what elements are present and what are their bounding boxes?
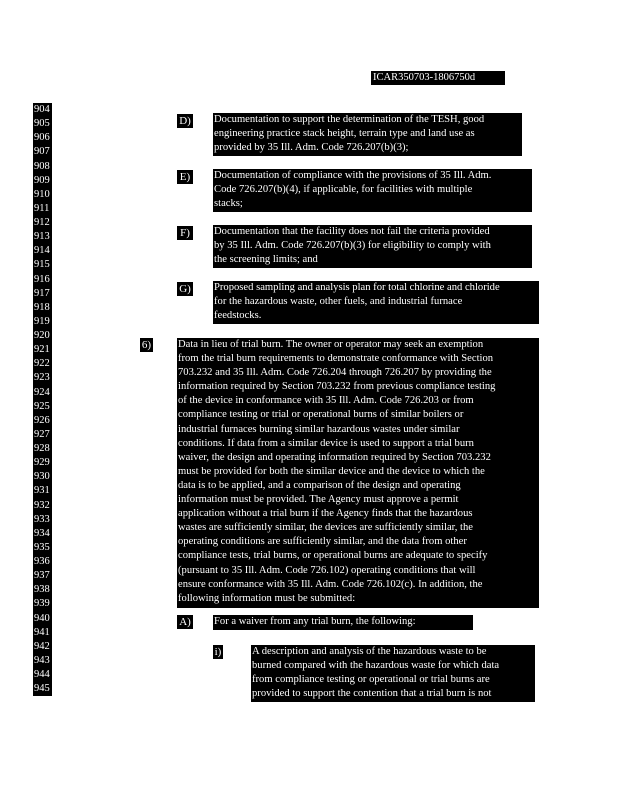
item-marker-6: 6)	[141, 339, 152, 351]
line-number: 914	[34, 245, 50, 257]
line-number: 911	[34, 202, 50, 214]
item-g-text	[213, 281, 539, 324]
line-number: 921	[34, 344, 50, 356]
text-line: information must be provided. The Agency must approve a permit	[178, 494, 459, 506]
item-e-text	[213, 169, 532, 212]
line-number: 905	[34, 118, 50, 130]
text-line: must be provided for both the similar device and the device to which the	[178, 465, 485, 477]
text-line: feedstocks.	[214, 310, 262, 322]
text-line: provided by 35 Ill. Adm. Code 726.207(b)(3);	[214, 142, 409, 154]
item-6-text	[177, 338, 539, 608]
item-marker-f: F)	[177, 226, 193, 240]
line-number: 930	[34, 471, 50, 483]
line-number: 937	[34, 570, 50, 582]
item-f-text	[213, 225, 532, 268]
line-number: 910	[34, 188, 50, 200]
line-number: 915	[34, 259, 50, 271]
text-line: compliance testing or trial or operational burns of similar boilers or	[178, 409, 464, 421]
text-line: stacks;	[214, 198, 243, 210]
text-line: waiver, the design and operating information required by Section 703.232	[178, 451, 491, 463]
text-line: A description and analysis of the hazardous waste to be	[252, 646, 487, 657]
text-line: Documentation that the facility does not fail the criteria provided	[214, 226, 490, 237]
item-d-text	[213, 113, 522, 156]
document-id-header: ICAR350703-1806750d	[371, 71, 505, 85]
text-line: engineering practice stack height, terrain type and land use as	[214, 128, 475, 140]
line-number: 945	[34, 683, 50, 695]
text-line: industrial furnaces burning similar hazardous wastes under similar	[178, 423, 460, 435]
item-marker-g: G)	[177, 282, 193, 296]
line-number: 929	[34, 457, 50, 469]
text-line: For a waiver from any trial burn, the following:	[214, 616, 416, 627]
line-number: 907	[34, 146, 50, 158]
line-number: 926	[34, 414, 50, 426]
line-number: 928	[34, 443, 50, 454]
line-number: 918	[34, 301, 50, 313]
line-number: 913	[34, 231, 50, 243]
text-line: ensure conformance with 35 Ill. Adm. Code 726.102(c). In addition, the	[178, 578, 483, 590]
line-number: 919	[34, 315, 50, 327]
text-line: Code 726.207(b)(4), if applicable, for facilities with multiple	[214, 184, 473, 196]
text-line: the screening limits; and	[214, 254, 318, 266]
text-line: Documentation to support the determination of the TESH, good	[214, 114, 485, 125]
item-marker-e: E)	[177, 170, 193, 184]
line-number: 920	[34, 330, 50, 341]
text-line: following information must be submitted:	[178, 592, 356, 604]
line-number-column	[33, 103, 52, 709]
line-number: 943	[34, 654, 50, 666]
text-line: operating conditions are sufficiently similar, and the data from other	[178, 536, 467, 548]
line-number: 942	[34, 640, 50, 652]
line-number: 931	[34, 485, 50, 497]
line-number: 935	[34, 541, 50, 553]
line-number: 912	[34, 217, 50, 228]
line-number: 923	[34, 372, 50, 384]
line-number: 944	[34, 669, 50, 680]
text-line: from compliance testing or operational or trial burns are	[252, 674, 490, 686]
text-line: of the device in conformance with 35 Ill. Adm. Code 726.203 or from	[178, 395, 474, 407]
line-number: 934	[34, 527, 50, 539]
item-marker-d: D)	[177, 114, 193, 128]
line-number: 941	[34, 626, 50, 638]
line-number: 922	[34, 358, 50, 370]
text-line: Proposed sampling and analysis plan for total chlorine and chloride	[214, 282, 500, 293]
text-line: Documentation of compliance with the provisions of 35 Ill. Adm.	[214, 170, 492, 181]
text-line: conditions. If data from a similar device is used to support a trial burn	[178, 437, 474, 449]
line-number: 924	[34, 386, 50, 398]
text-line: information required by Section 703.232 from previous compliance testing	[178, 381, 496, 393]
text-line: data is to be applied, and a comparison of the design and operating	[178, 479, 461, 491]
line-number: 936	[34, 556, 50, 567]
text-line: wastes are sufficiently similar, the devices are sufficiently similar, the	[178, 522, 473, 534]
item-i-text	[251, 645, 535, 702]
line-number: 940	[34, 612, 50, 624]
text-line: 703.232 and 35 Ill. Adm. Code 726.204 through 726.207 by providing the	[178, 367, 492, 379]
text-line: by 35 Ill. Adm. Code 726.207(b)(3) for eligibility to comply with	[214, 240, 491, 252]
text-line: compliance tests, trial burns, or operational burns are adequate to specify	[178, 550, 488, 562]
text-line: (pursuant to 35 Ill. Adm. Code 726.102) operating conditions that will	[178, 564, 476, 576]
line-number: 939	[34, 598, 50, 610]
line-number: 933	[34, 513, 50, 525]
text-line: for the hazardous waste, other fuels, and industrial furnace	[214, 296, 463, 308]
text-line: from the trial burn requirements to demonstrate conformance with Section	[178, 353, 494, 365]
line-number: 932	[34, 499, 50, 511]
line-number: 938	[34, 584, 50, 596]
line-number: 909	[34, 174, 50, 186]
line-number: 917	[34, 287, 50, 299]
line-number: 927	[34, 428, 50, 440]
text-line: application without a trial burn if the Agency finds that the hazardous	[178, 508, 473, 520]
line-number: 925	[34, 400, 50, 412]
text-line: burned compared with the hazardous waste for which data	[252, 660, 500, 672]
line-number: 904	[34, 104, 50, 115]
line-number: 946	[34, 697, 50, 709]
text-line: provided to support the contention that a trial burn is not	[252, 688, 492, 700]
line-number: 908	[34, 160, 50, 172]
text-line: Data in lieu of trial burn. The owner or operator may seek an exemption	[178, 339, 484, 350]
item-a-text	[213, 615, 473, 630]
item-marker-a: A)	[177, 615, 193, 629]
line-number: 916	[34, 273, 50, 285]
item-marker-i: i)	[214, 646, 222, 658]
line-number: 906	[34, 132, 50, 144]
